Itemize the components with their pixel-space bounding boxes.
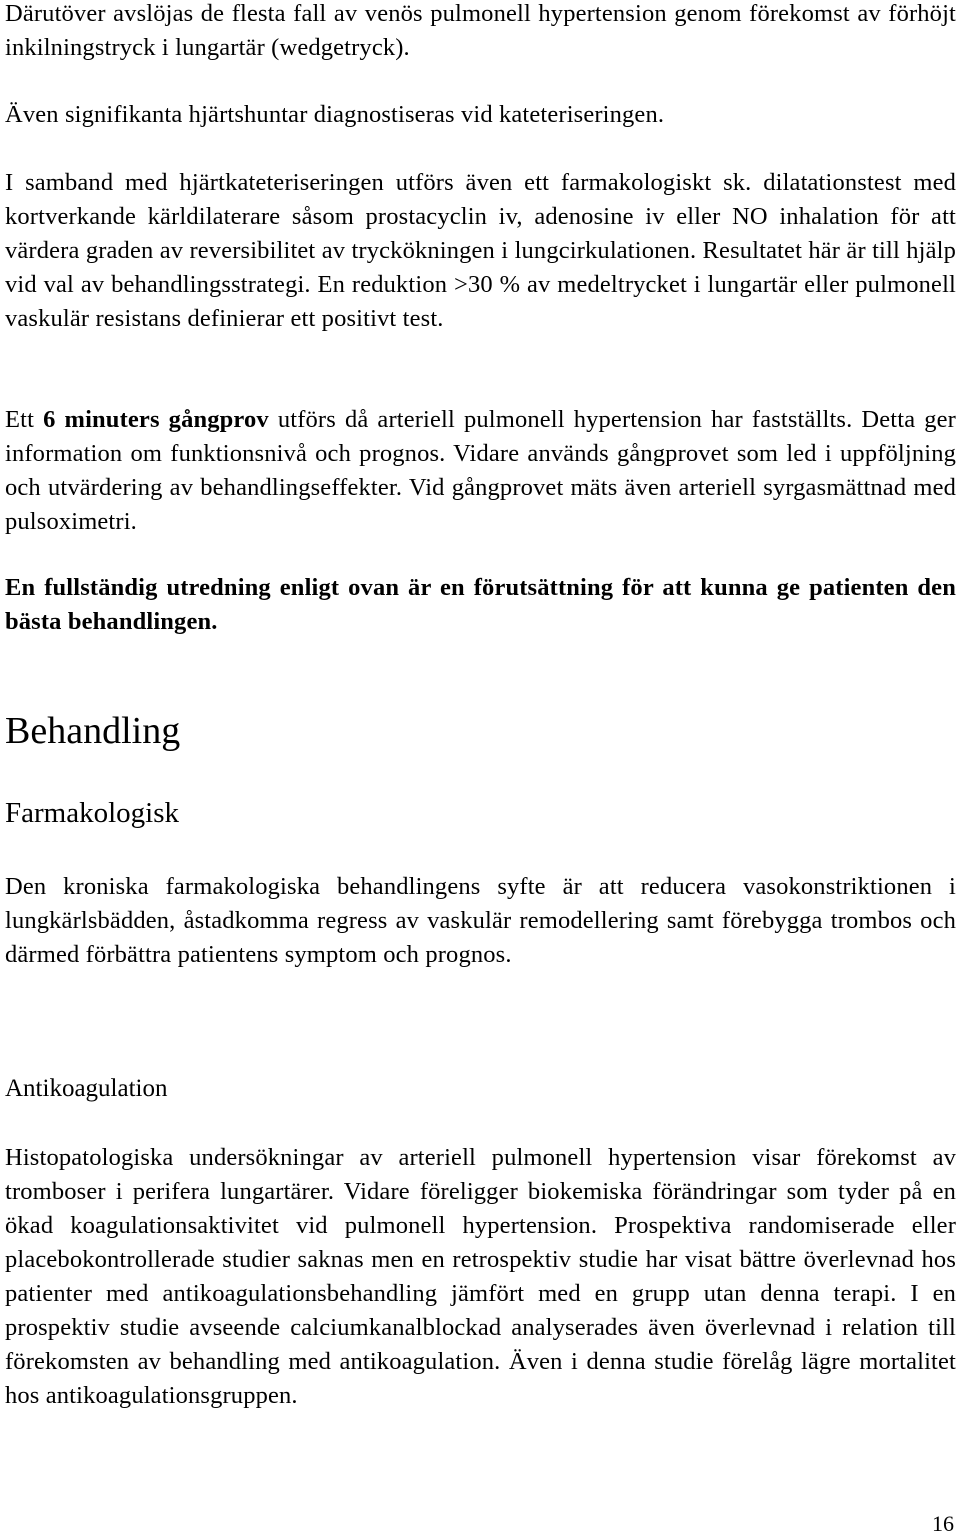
paragraph-hjartshuntar: Även signifikanta hjärtshuntar diagnostiseras vid kateteriseringen.: [5, 101, 665, 128]
gangprov-text-after: utförs då arteriell pulmonell hypertension har fastställts. Detta ger information om funktionsnivå och prognos. Vidare används gångprovet som led i uppföljning och utvärdering av behandlingseffekter. Vid gångprovet mäts även arteriell syrgasmättnad med pulsoximetri.: [5, 406, 956, 535]
paragraph-antikoagulation: Histopatologiska undersökningar av arteriell pulmonell hypertension visar förekomst av tromboser i perifera lungartärer. Vidare föreligger biokemiska förändringar som tyder på en ökad koagulationsaktivitet vid pulmonell hypertension. Prospektiva randomiserade eller placebokontrollerade studier saknas men en retrospektiv studie har visat bättre överlevnad hos patienter med antikoagulationsbehandling jämfört med en grupp utan denna terapi. I en prospektiv studie avseende calciumkanalblockad analyserades även överlevnad i relation till förekomsten av behandling med antikoagulation. Även i denna studie förelåg lägre mortalitet hos antikoagulationsgruppen.: [5, 1144, 956, 1409]
heading-farmakologisk: Farmakologisk: [5, 797, 179, 829]
heading-antikoagulation: Antikoagulation: [5, 1075, 168, 1102]
gangprov-text-before: Ett: [5, 406, 44, 433]
heading-behandling: Behandling: [5, 710, 181, 752]
gangprov-bold-term: 6 minuters gångprov: [43, 406, 269, 433]
paragraph-dilatationstest: I samband med hjärtkateteriseringen utförs även ett farmakologiskt sk. dilatationstest med kortverkande kärldilaterare såsom prostacyclin iv, adenosine iv eller NO inhalation för att värdera graden av reversibilitet av tryckökningen i lungcirkulationen. Resultatet här är till hjälp vid val av behandlingsstrategi. En reduktion >30 % av medeltrycket i lungartär eller pulmonell vaskulär resistans definierar ett positivt test.: [5, 169, 956, 332]
paragraph-wedgetryck: Därutöver avslöjas de flesta fall av venös pulmonell hypertension genom förekomst av förhöjt inkilningstryck i lungartär (wedgetryck).: [5, 0, 956, 61]
fullstandig-utredning-bold: En fullständig utredning enligt ovan är en förutsättning för att kunna ge patienten den bästa behandlingen.: [5, 574, 956, 635]
paragraph-farmakologisk: Den kroniska farmakologiska behandlingens syfte är att reducera vasokonstriktionen i lungkärlsbädden, åstadkomma regress av vaskulär remodellering samt förebygga trombos och därmed förbättra patientens symptom och prognos.: [5, 873, 956, 968]
paragraph-gangprov: [5, 403, 956, 539]
page-number: 16: [932, 1511, 954, 1536]
paragraph-fullstandig-utredning: [5, 571, 956, 639]
